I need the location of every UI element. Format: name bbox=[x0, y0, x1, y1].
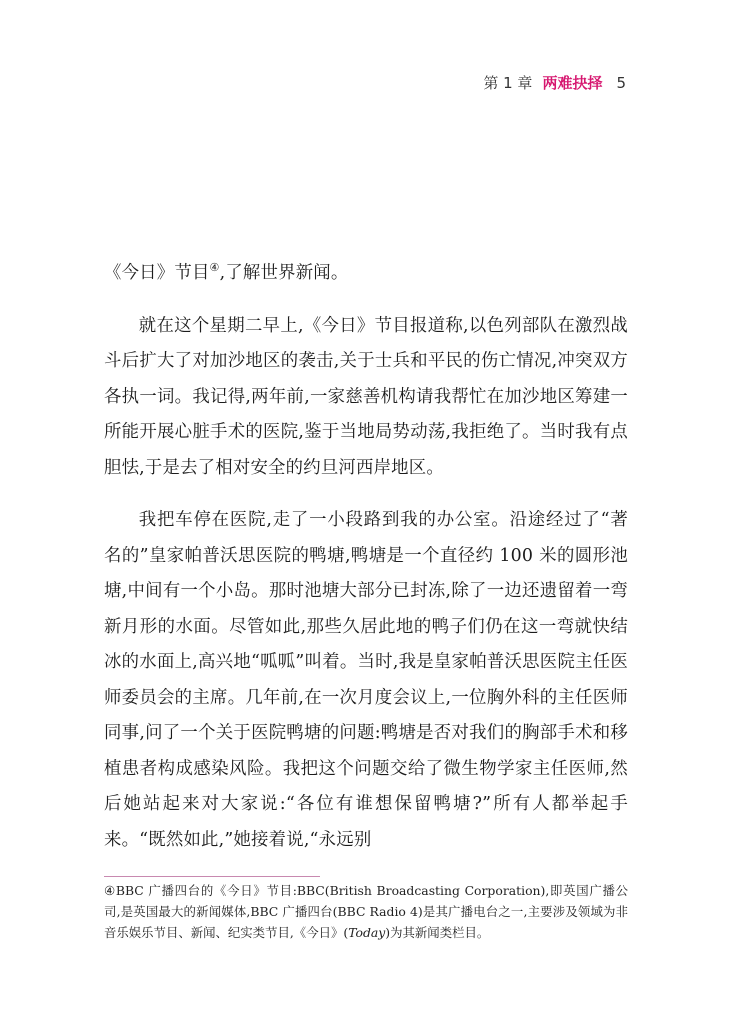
footnote-text-end: )为其新闻类栏目。 bbox=[385, 925, 490, 940]
chapter-label: 第 1 章 bbox=[483, 74, 533, 92]
footnote bbox=[104, 880, 628, 943]
paragraph-1-text: 《今日》节目 bbox=[104, 263, 210, 283]
chapter-title: 两难抉择 bbox=[542, 74, 603, 92]
footnote-text: ④BBC 广播四台的《今日》节目:BBC(British Broadcasting Corporation),即英国广播公司,是英国最大的新闻媒体,BBC 广播四台(BBC Radio 4)是其广播电台之一,主要涉及领域为非音乐娱乐节目、新闻、纪实类节目,《今日》( bbox=[104, 883, 628, 940]
footnote-divider bbox=[104, 876, 320, 877]
running-header bbox=[483, 72, 626, 94]
paragraph-1 bbox=[104, 256, 628, 292]
body-text bbox=[104, 256, 628, 858]
paragraph-2: 就在这个星期二早上,《今日》节目报道称,以色列部队在激烈战斗后扩大了对加沙地区的袭击,关于士兵和平民的伤亡情况,冲突双方各执一词。我记得,两年前,一家慈善机构请我帮忙在加沙地区筹建一所能开展心脏手术的医院,鉴于当地局势动荡,我拒绝了。当时我有点胆怯,于是去了相对安全的约旦河西岸地区。 bbox=[104, 315, 628, 478]
page-number: 5 bbox=[616, 74, 626, 92]
footnote-italic-title: Today bbox=[348, 925, 386, 940]
footnote-reference[interactable]: ④ bbox=[209, 261, 220, 274]
paragraph-3: 我把车停在医院,走了一小段路到我的办公室。沿途经过了“著名的”皇家帕普沃思医院的鸭塘,鸭塘是一个直径约 100 米的圆形池塘,中间有一个小岛。那时池塘大部分已封冻,除了一边还遗留着一弯新月形的水面。尽管如此,那些久居此地的鸭子们仍在这一弯就快结冰的水面上,高兴地“呱呱”叫着。当时,我是皇家帕普沃思医院主任医师委员会的主席。几年前,在一次月度会议上,一位胸外科的主任医师同事,问了一个关于医院鸭塘的问题:鸭塘是否对我们的胸部手术和移植患者构成感染风险。我把这个问题交给了微生物学家主任医师,然后她站起来对大家说:“各位有谁想保留鸭塘?”所有人都举起手来。“既然如此,”她接着说,“永远别 bbox=[104, 510, 628, 850]
paragraph-1-tail: ,了解世界新闻。 bbox=[219, 263, 349, 283]
